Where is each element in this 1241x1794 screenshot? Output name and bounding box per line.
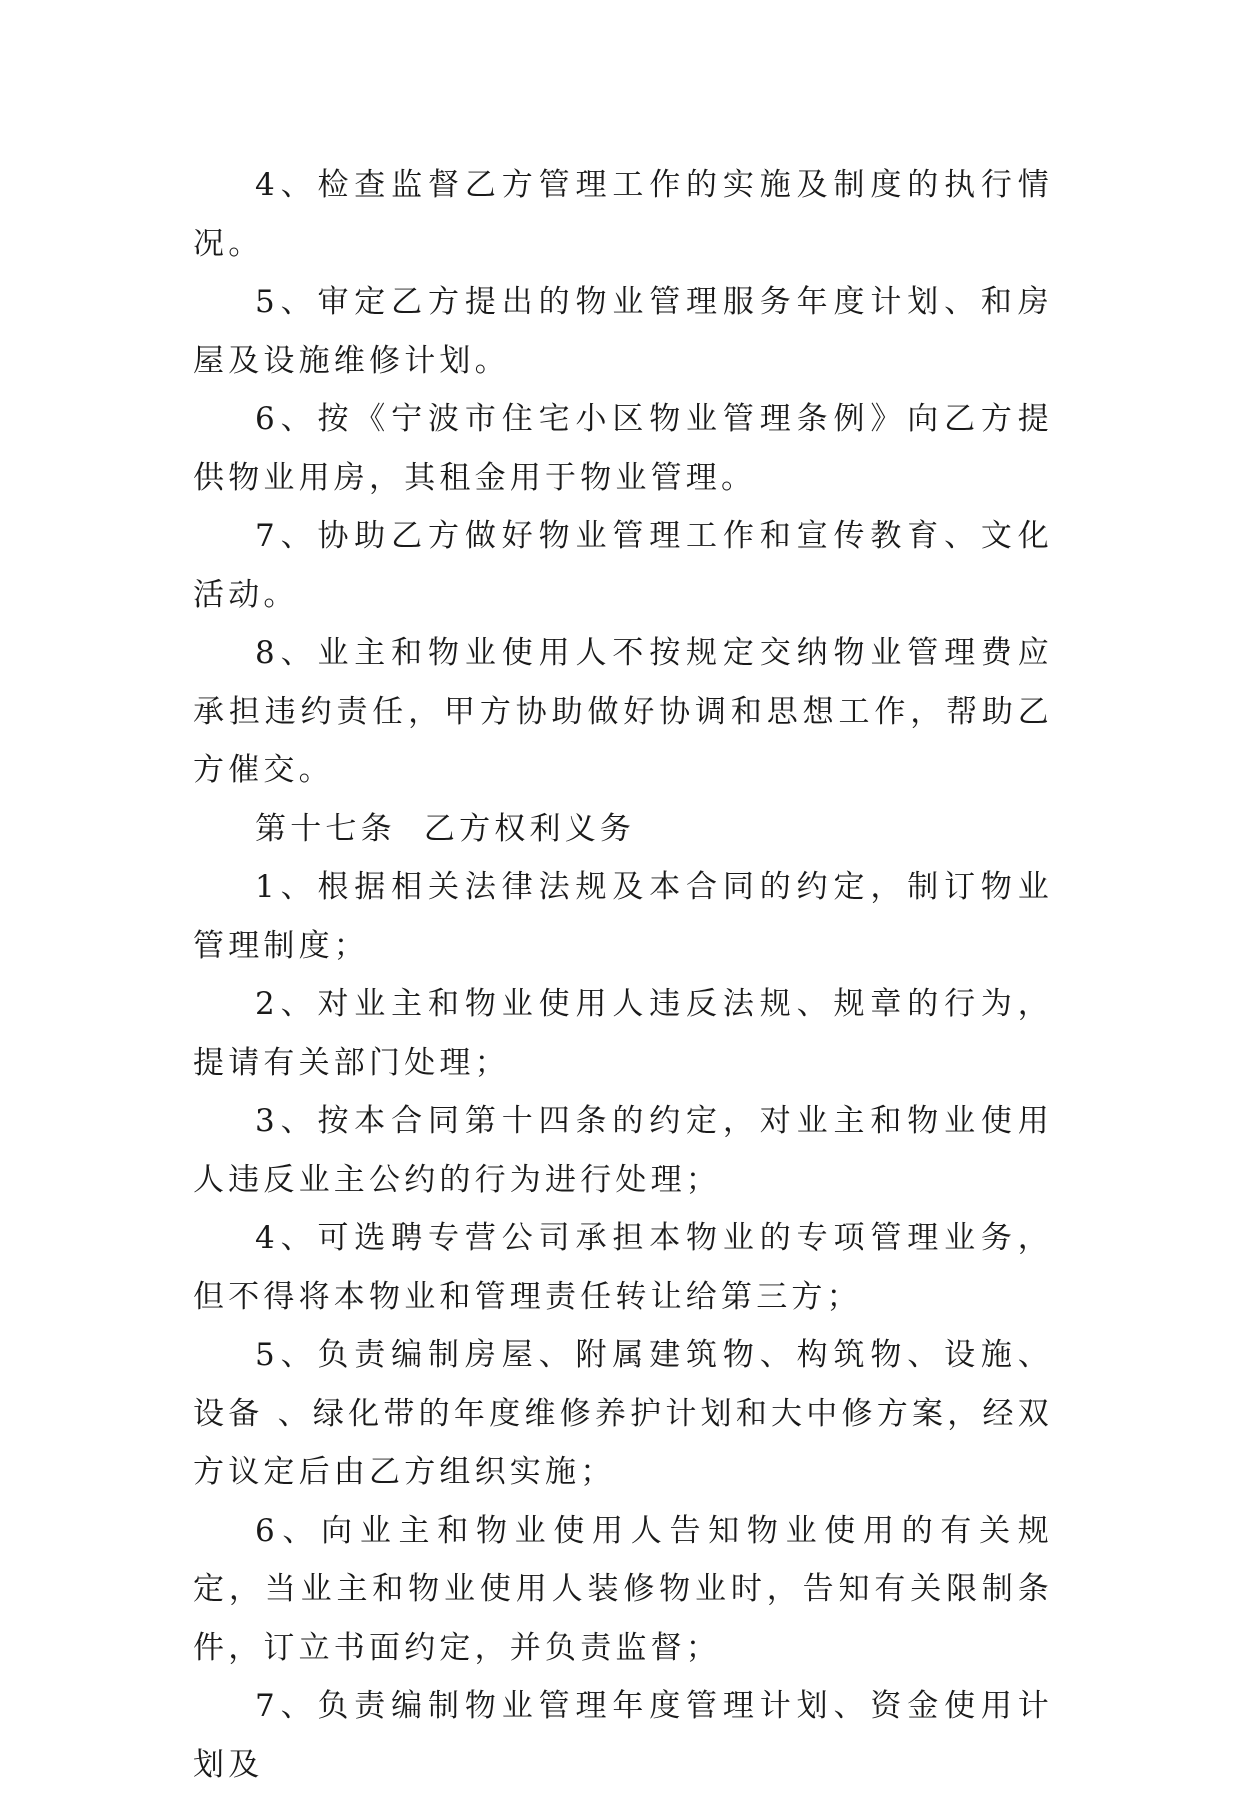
article-17-heading: 第十七条 乙方权利义务 bbox=[255, 810, 636, 847]
paragraph-item-7-assist: 7、协助乙方做好物业管理工作和宣传教育、文化活动。 bbox=[193, 518, 1053, 613]
paragraph-b-item-2-violations: 2、对业主和物业使用人违反法规、规章的行为，提请有关部门处理； bbox=[193, 986, 1053, 1081]
paragraph-b-item-7-annual-plan: 7、负责编制物业管理年度管理计划、资金使用计划及 bbox=[193, 1688, 1053, 1783]
paragraph-item-5-approve-plan: 5、审定乙方提出的物业管理服务年度计划、和房屋及设施维修计划。 bbox=[193, 284, 1053, 379]
document-body bbox=[193, 156, 1053, 1794]
paragraph-b-item-5-maintenance: 5、负责编制房屋、附属建筑物、构筑物、设施、设备 、绿化带的年度维修养护计划和大中修方案，经双方议定后由乙方组织实施； bbox=[193, 1337, 1053, 1490]
paragraph-item-6-property-room: 6、按《宁波市住宅小区物业管理条例》向乙方提供物业用房，其租金用于物业管理。 bbox=[193, 401, 1053, 496]
paragraph-b-item-3-convention: 3、按本合同第十四条的约定，对业主和物业使用人违反业主公约的行为进行处理； bbox=[193, 1103, 1053, 1198]
paragraph-item-8-fees: 8、业主和物业使用人不按规定交纳物业管理费应承担违约责任，甲方协助做好协调和思想工作，帮助乙方催交。 bbox=[193, 635, 1053, 788]
paragraph-b-item-6-renovation: 6、向业主和物业使用人告知物业使用的有关规定，当业主和物业使用人装修物业时，告知有关限制条件，订立书面约定，并负责监督； bbox=[193, 1512, 1053, 1666]
paragraph-b-item-4-subcontract: 4、可选聘专营公司承担本物业的专项管理业务，但不得将本物业和管理责任转让给第三方； bbox=[193, 1220, 1053, 1315]
paragraph-item-4-supervise: 4、检查监督乙方管理工作的实施及制度的执行情况。 bbox=[193, 167, 1053, 262]
paragraph-b-item-1-rules: 1、根据相关法律法规及本合同的约定，制订物业管理制度； bbox=[193, 869, 1053, 964]
